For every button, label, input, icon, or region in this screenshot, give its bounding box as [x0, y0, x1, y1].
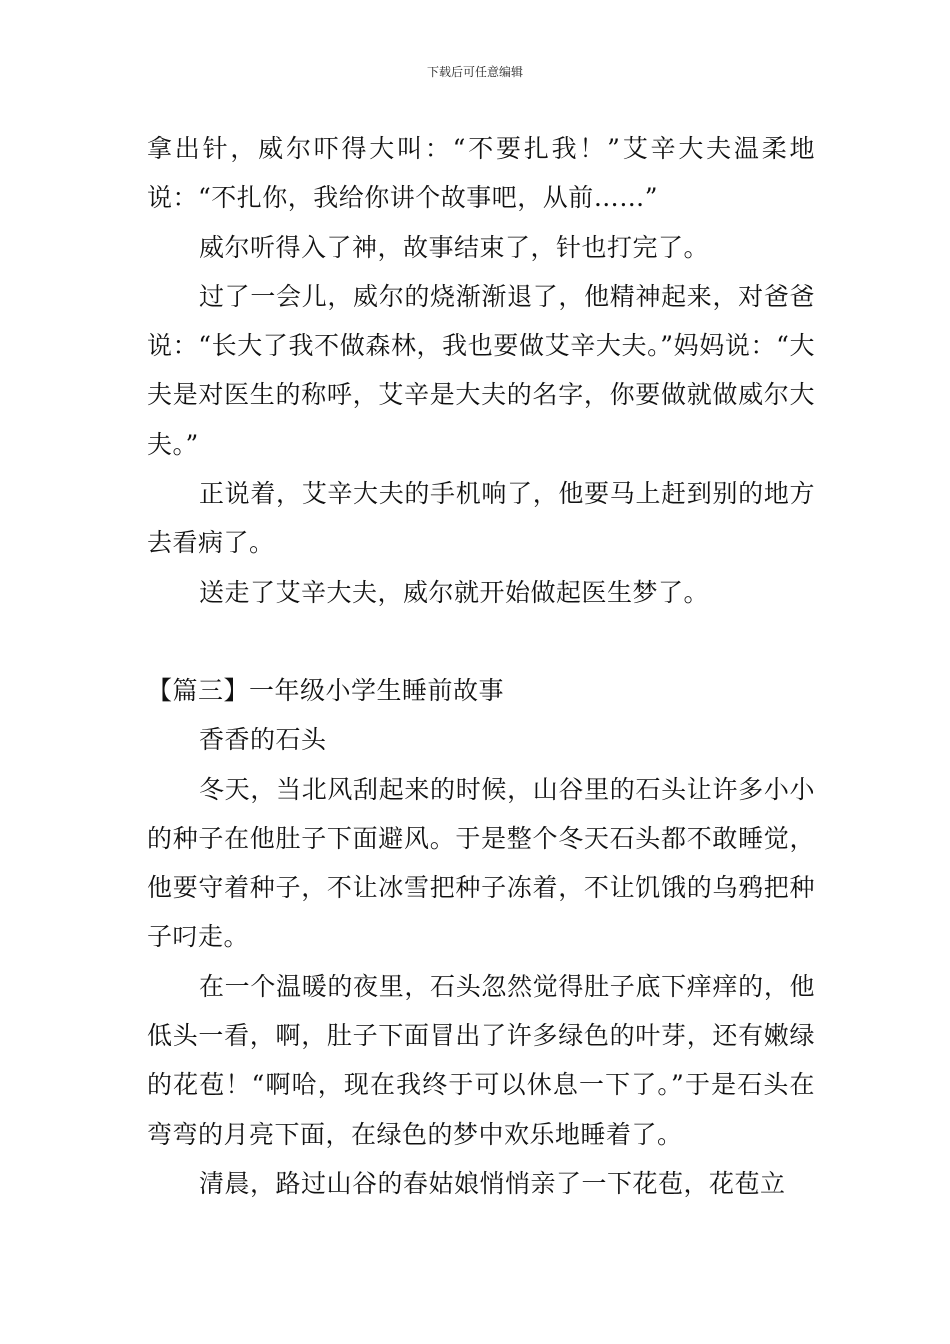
paragraph: 送走了艾辛大夫，威尔就开始做起医生梦了。	[199, 577, 710, 607]
paragraph: 威尔听得入了神，故事结束了，针也打完了。	[199, 232, 710, 262]
story-title: 香香的石头	[199, 725, 327, 755]
paragraph: 清晨，路过山谷的春姑娘悄悄亲了一下花苞，花苞立	[199, 1168, 786, 1198]
page-header: 下载后可任意编辑	[426, 65, 523, 79]
section-heading: 【篇三】一年级小学生睡前故事	[147, 675, 505, 705]
document-body	[147, 124, 815, 1208]
paragraph: 正说着，艾辛大夫的手机响了，他要马上赶到别的地方去看病了。	[147, 479, 815, 558]
paragraph: 在一个温暖的夜里，石头忽然觉得肚子底下痒痒的，他低头一看，啊，肚子下面冒出了许多绿色的叶芽，还有嫩绿的花苞！“啊哈，现在我终于可以休息一下了。”于是石头在弯弯的月亮下面，在绿色的梦中欢乐地睡着了。	[147, 971, 815, 1149]
paragraph: 拿出针，威尔吓得大叫：“不要扎我！”艾辛大夫温柔地说：“不扎你，我给你讲个故事吧，从前……”	[147, 134, 815, 213]
paragraph: 过了一会儿，威尔的烧渐渐退了，他精神起来，对爸爸说：“长大了我不做森林，我也要做艾辛大夫。”妈妈说：“大夫是对医生的称呼，艾辛是大夫的名字，你要做就做威尔大夫。”	[147, 281, 815, 459]
paragraph: 冬天，当北风刮起来的时候，山谷里的石头让许多小小的种子在他肚子下面避风。于是整个冬天石头都不敢睡觉，他要守着种子，不让冰雪把种子冻着，不让饥饿的乌鸦把种子叼走。	[147, 774, 815, 952]
section-spacer	[147, 617, 815, 666]
